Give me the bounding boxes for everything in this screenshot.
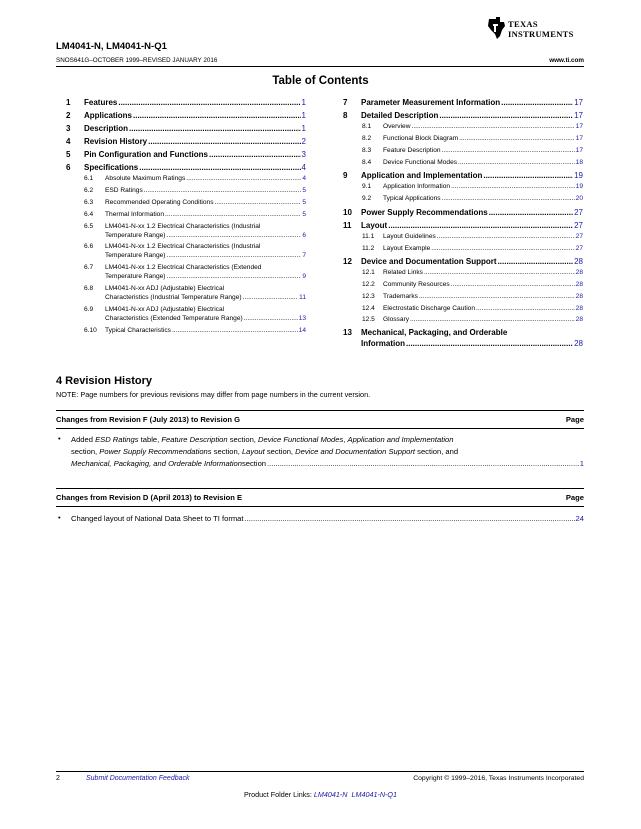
toc-entry-label: Application and Implementation (361, 171, 483, 180)
change-text-line (71, 514, 584, 523)
toc-entry-number: 8 (343, 111, 348, 120)
footer-rule (56, 771, 584, 772)
change-text: section, (211, 447, 242, 456)
toc-subentry-number: 11.2 (362, 245, 375, 252)
toc-subentry-number: 8.1 (362, 123, 372, 130)
toc-entry-number: 9 (343, 171, 348, 180)
change-page-link[interactable]: 1 (579, 459, 584, 468)
change-rule (56, 428, 584, 429)
ti-logo-icon (487, 16, 507, 40)
toc-subentry[interactable] (84, 211, 306, 222)
change-link-text: Device Functional Modes (258, 435, 344, 444)
logo-text-line1: TEXAS (508, 19, 538, 29)
toc-entry-number: 3 (66, 124, 71, 133)
toc-subentry-page[interactable]: 5 (302, 211, 306, 218)
toc-subentry-number: 9.1 (362, 183, 372, 190)
toc-subentry-number: 6.6 (84, 243, 94, 250)
toc-entry-label: Revision History (84, 137, 148, 146)
change-link-text: Mechanical, Packaging, and Orderable Information (71, 459, 242, 468)
toc-entry-number: 5 (66, 150, 71, 159)
toc-subentry-label-cont: Characteristics (Industrial Temperature Range) (105, 294, 242, 301)
product-folder-links (0, 790, 641, 799)
toc-entry[interactable] (343, 208, 583, 220)
change-page-link[interactable]: 24 (575, 514, 584, 523)
toc-subentry-label: Recommended Operating Conditions (105, 199, 214, 206)
page-number: 2 (56, 775, 60, 782)
toc-subentry-label: Functional Block Diagram (383, 135, 459, 142)
toc-subentry-label: Layout Guidelines (383, 233, 436, 240)
bullet: • (58, 434, 61, 443)
toc-entry-label: Specifications (84, 163, 139, 172)
toc-subentry-number: 6.2 (84, 187, 94, 194)
toc-entry[interactable] (343, 98, 583, 110)
toc-entry-label-cont: Information (361, 339, 405, 348)
toc-entry-label: Layout (361, 221, 388, 230)
toc-subentry[interactable] (84, 327, 306, 338)
toc-entry-line1 (343, 328, 507, 337)
change-text: , (343, 435, 348, 444)
toc-subentry-number: 11.1 (362, 233, 375, 240)
toc-entry[interactable] (66, 163, 306, 175)
toc-entry-number: 13 (343, 328, 352, 337)
toc-subentry-label: LM4041-N-xx ADJ (Adjustable) Electrical (105, 306, 225, 313)
toc-subentry-page[interactable]: 9 (302, 273, 306, 280)
toc-subentry[interactable] (362, 281, 583, 292)
toc-entry[interactable] (66, 98, 306, 110)
toc-subentry-label: Typical Applications (383, 195, 441, 202)
toc-subentry-line1 (84, 223, 260, 230)
toc-entry-label: Features (84, 98, 118, 107)
change-link-text: Application and Implementation (347, 435, 454, 444)
toc-subentry-page[interactable]: 17 (575, 147, 583, 154)
toc-subentry-page[interactable]: 27 (575, 233, 583, 240)
toc-subentry-number: 12.5 (362, 316, 375, 323)
toc-subentry-label: Related Links (383, 269, 423, 276)
toc-entry-label: Device and Documentation Support (361, 257, 497, 266)
page-column-header: Page (565, 493, 584, 502)
toc-subentry[interactable] (362, 269, 583, 280)
toc-entry-label: Power Supply Recommendations (361, 208, 488, 217)
logo-text-line2: INSTRUMENTS (508, 29, 574, 39)
toc-subentry-line1 (84, 306, 224, 313)
toc-subentry[interactable] (362, 135, 583, 146)
toc-subentry-page[interactable]: 28 (575, 316, 583, 323)
toc-entry-page[interactable]: 2 (301, 137, 306, 146)
change-block-title: Changes from Revision D (April 2013) to Revision E (56, 493, 243, 502)
toc-subentry-label: Overview (383, 123, 411, 130)
product-folder-label: Product Folder Links: (243, 790, 314, 799)
toc-entry-label: Mechanical, Packaging, and Orderable (361, 328, 508, 337)
toc-entry[interactable] (343, 171, 583, 183)
document-number: SNOS641G–OCTOBER 1999–REVISED JANUARY 2016 (56, 57, 218, 64)
toc-subentry-label: LM4041-N-xx 1.2 Electrical Characteristics (Extended (105, 264, 262, 271)
toc-subentry-page[interactable]: 28 (575, 269, 583, 276)
bullet: • (58, 513, 61, 522)
toc-entry-page[interactable]: 1 (301, 124, 306, 133)
change-link-text: Layout (241, 447, 265, 456)
toc-subentry-label: LM4041-N-xx 1.2 Electrical Characteristics (Industrial (105, 243, 261, 250)
toc-subentry-number: 12.1 (362, 269, 375, 276)
toc-subentry-label: Electrostatic Discharge Caution (383, 305, 475, 312)
change-rule (56, 506, 584, 507)
toc-subentry-page[interactable]: 4 (302, 175, 306, 182)
toc-subentry-page[interactable]: 13 (298, 315, 306, 322)
toc-subentry-label-cont: Characteristics (Extended Temperature Range) (105, 315, 243, 322)
toc-subentry[interactable] (105, 294, 306, 305)
toc-subentry-number: 8.3 (362, 147, 372, 154)
page-column-header: Page (565, 415, 584, 424)
toc-subentry-label: ESD Ratings (105, 187, 143, 194)
toc-subentry[interactable] (105, 273, 306, 284)
toc-entry-page[interactable]: 28 (574, 257, 583, 266)
toc-subentry[interactable] (362, 293, 583, 304)
toc-subentry-label: Community Resources (383, 281, 450, 288)
toc-subentry-number: 6.10 (84, 327, 97, 334)
toc-subentry[interactable] (84, 175, 306, 186)
toc-subentry-number: 6.7 (84, 264, 94, 271)
change-text-line (71, 447, 458, 456)
toc-subentry-label: Glossary (383, 316, 410, 323)
toc-subentry-page[interactable]: 28 (575, 293, 583, 300)
toc-subentry-number: 6.1 (84, 175, 94, 182)
toc-entry-number: 1 (66, 98, 71, 107)
toc-subentry-page[interactable]: 18 (575, 159, 583, 166)
toc-entry-number: 2 (66, 111, 71, 120)
change-text-line (71, 435, 453, 444)
revision-note: NOTE: Page numbers for previous revisions may differ from page numbers in the current version. (56, 390, 371, 399)
change-text: section, (71, 447, 100, 456)
toc-entry-page[interactable]: 19 (574, 171, 583, 180)
toc-subentry-label-cont: Temperature Range) (105, 232, 166, 239)
toc-subentry-page[interactable]: 28 (575, 281, 583, 288)
section-heading: 4 Revision History (56, 375, 152, 387)
website-link[interactable]: www.ti.com (549, 57, 584, 64)
toc-entry-label: Parameter Measurement Information (361, 98, 501, 107)
change-text: table, (138, 435, 162, 444)
toc-entry-label: Pin Configuration and Functions (84, 150, 208, 159)
toc-subentry-line1 (84, 243, 260, 250)
toc-entry[interactable] (343, 257, 583, 269)
toc-subentry-page[interactable]: 28 (575, 305, 583, 312)
toc-subentry-page[interactable]: 5 (302, 199, 306, 206)
toc-subentry-number: 6.9 (84, 306, 94, 313)
toc-subentry[interactable] (362, 245, 583, 256)
toc-subentry-number: 9.2 (362, 195, 372, 202)
toc-subentry[interactable] (362, 195, 583, 206)
change-block-title: Changes from Revision F (July 2013) to Revision G (56, 415, 240, 424)
toc-entry-page[interactable]: 28 (574, 339, 583, 348)
change-link-text: Device and Documentation Support (295, 447, 416, 456)
toc-entry-number: 12 (343, 257, 352, 266)
toc-subentry-label: Application Information (383, 183, 451, 190)
header-rule (56, 66, 584, 67)
toc-subentry[interactable] (362, 123, 583, 134)
change-link-text: Feature Description (161, 435, 228, 444)
toc-entry-label: Description (84, 124, 129, 133)
change-text: section, and (415, 447, 459, 456)
toc-subentry-number: 8.2 (362, 135, 372, 142)
toc-subentry-label: Thermal Information (105, 211, 164, 218)
toc-subentry[interactable] (362, 305, 583, 316)
toc-subentry-page[interactable]: 20 (575, 195, 583, 202)
toc-subentry-page[interactable]: 6 (302, 232, 306, 239)
toc-subentry[interactable] (84, 199, 306, 210)
toc-subentry-page[interactable]: 11 (299, 294, 306, 301)
toc-subentry-label: Absolute Maximum Ratings (105, 175, 186, 182)
toc-entry[interactable] (343, 111, 583, 123)
toc-entry[interactable] (361, 339, 583, 351)
change-link-text: Power Supply Recommendations (99, 447, 212, 456)
toc-subentry[interactable] (362, 159, 583, 170)
toc-subentry-label-cont: Temperature Range) (105, 252, 166, 259)
document-title: LM4041-N, LM4041-N-Q1 (56, 41, 167, 52)
change-rule (56, 410, 584, 411)
toc-entry-page[interactable]: 27 (574, 208, 583, 217)
toc-subentry-number: 12.3 (362, 293, 375, 300)
toc-subentry-label: LM4041-N-xx 1.2 Electrical Characteristics (Industrial (105, 223, 261, 230)
toc-entry-number: 7 (343, 98, 348, 107)
toc-subentry-number: 6.5 (84, 223, 94, 230)
feedback-link[interactable]: Submit Documentation Feedback (86, 775, 190, 782)
copyright: Copyright © 1999–2016, Texas Instruments Incorporated (413, 775, 584, 782)
toc-subentry-page[interactable]: 5 (302, 187, 306, 194)
toc-subentry-number: 6.8 (84, 285, 94, 292)
toc-subentry-label-cont: Temperature Range) (105, 273, 166, 280)
toc-entry-page[interactable]: 17 (574, 111, 583, 120)
product-link-lm4041-n-q1[interactable]: LM4041-N-Q1 (351, 790, 398, 799)
toc-subentry[interactable] (362, 147, 583, 158)
change-text: Added (71, 435, 96, 444)
toc-title: Table of Contents (272, 75, 369, 87)
toc-entry-page[interactable]: 1 (301, 98, 306, 107)
toc-subentry[interactable] (84, 187, 306, 198)
toc-entry[interactable] (66, 137, 306, 149)
change-text-line (71, 459, 584, 468)
change-text: section, (227, 435, 259, 444)
toc-subentry-label: Trademarks (383, 293, 418, 300)
toc-entry-number: 6 (66, 163, 71, 172)
toc-entry-number: 11 (343, 221, 352, 230)
change-rule (56, 488, 584, 489)
toc-subentry[interactable] (362, 233, 583, 244)
toc-subentry[interactable] (362, 316, 583, 327)
toc-entry-label: Detailed Description (361, 111, 439, 120)
toc-subentry-page[interactable]: 17 (575, 123, 583, 130)
toc-subentry[interactable] (105, 232, 306, 243)
toc-subentry-number: 6.4 (84, 211, 94, 218)
toc-subentry-label: Feature Description (383, 147, 441, 154)
toc-subentry-label: LM4041-N-xx ADJ (Adjustable) Electrical (105, 285, 225, 292)
toc-subentry-page[interactable]: 7 (302, 252, 306, 259)
toc-subentry-number: 8.4 (362, 159, 372, 166)
ti-logo (487, 16, 587, 44)
toc-subentry-label: Device Functional Modes (383, 159, 458, 166)
change-text: section (241, 459, 267, 468)
toc-subentry-line1 (84, 264, 261, 271)
toc-subentry-label: Layout Example (383, 245, 431, 252)
toc-subentry-line1 (84, 285, 224, 292)
toc-subentry[interactable] (105, 315, 306, 326)
toc-entry-page[interactable]: 1 (301, 111, 306, 120)
toc-subentry-number: 6.3 (84, 199, 94, 206)
toc-entry-label: Applications (84, 111, 133, 120)
toc-subentry-page[interactable]: 27 (575, 245, 583, 252)
product-link-lm4041-n[interactable]: LM4041-N (313, 790, 348, 799)
toc-subentry-label: Typical Characteristics (105, 327, 171, 334)
toc-entry[interactable] (343, 221, 583, 233)
change-text: Changed layout of National Data Sheet to TI format (71, 514, 244, 523)
toc-entry-page[interactable]: 27 (574, 221, 583, 230)
toc-subentry-page[interactable]: 14 (298, 327, 306, 334)
toc-subentry-page[interactable]: 17 (575, 135, 583, 142)
toc-entry-page[interactable]: 4 (301, 163, 306, 172)
toc-subentry-number: 12.4 (362, 305, 375, 312)
toc-subentry-page[interactable]: 19 (575, 183, 583, 190)
toc-entry[interactable] (66, 111, 306, 123)
change-text: section, (264, 447, 296, 456)
toc-entry-number: 10 (343, 208, 352, 217)
toc-entry[interactable] (66, 150, 306, 162)
toc-subentry-number: 12.2 (362, 281, 375, 288)
toc-entry-page[interactable]: 3 (301, 150, 306, 159)
toc-entry-page[interactable]: 17 (574, 98, 583, 107)
change-link-text: ESD Ratings (95, 435, 139, 444)
toc-subentry[interactable] (105, 252, 306, 263)
toc-entry[interactable] (66, 124, 306, 136)
toc-subentry[interactable] (362, 183, 583, 194)
toc-entry-number: 4 (66, 137, 71, 146)
